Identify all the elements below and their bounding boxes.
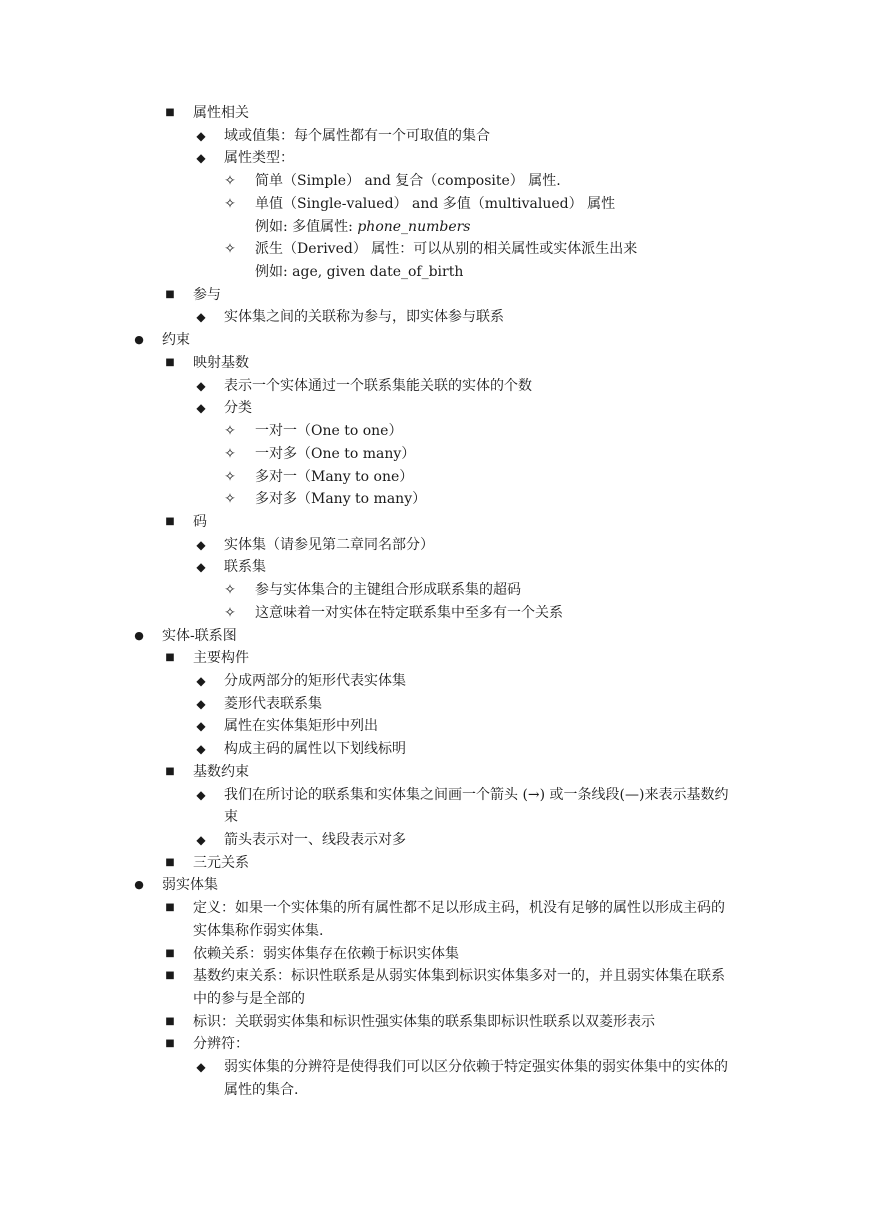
outline-item-text: 标识：关联弱实体集和标识性强实体集的联系集即标识性联系以双菱形表示 [193, 1013, 655, 1030]
square-bullet-icon: ■ [165, 288, 175, 300]
outline-item-level-3 [0, 829, 869, 852]
outline-item-text: 参与实体集合的主键组合形成联系集的超码 [255, 582, 521, 599]
outline-item-text: 属性类型： [224, 150, 294, 167]
outline-item-text: 一对多（One to many） [255, 445, 416, 462]
outline-item-level-4 [0, 488, 869, 511]
outline-item-text: 主要构件 [193, 650, 249, 667]
outline-item-text: 基数约束 [193, 763, 249, 780]
diamond-bullet-icon: ◆ [196, 128, 206, 143]
outline-item-level-2 [0, 1033, 869, 1056]
outline-item-level-4 [0, 216, 869, 239]
star-bullet-icon: ✧ [224, 195, 236, 212]
outline-item-text: 实体集之间的关联称为参与，即实体参与联系 [224, 309, 504, 326]
diamond-bullet-icon: ◆ [196, 1060, 206, 1075]
outline-item-level-4 [0, 170, 869, 193]
outline-item-text: 多对多（Many to many） [255, 491, 427, 508]
outline-item-level-3 [0, 147, 869, 170]
disc-bullet-icon: ● [134, 628, 144, 642]
diamond-bullet-icon: ◆ [196, 719, 206, 734]
outline-item-text: 定义：如果一个实体集的所有属性都不足以形成主码，机没有足够的属性以形成主码的实体集称作弱实体集. [193, 900, 725, 939]
outline-item-level-1 [0, 874, 869, 897]
outline-item-text: 三元关系 [193, 854, 249, 871]
example-prefix: 例如: 多值属性: [255, 218, 358, 235]
outline-item-text: 实体集（请参见第二章同名部分） [224, 536, 434, 553]
diamond-bullet-icon: ◆ [196, 378, 206, 393]
outline-item-text: 分类 [224, 400, 252, 417]
outline-item-text: 属性在实体集矩形中列出 [224, 718, 378, 735]
outline-item-text: 例如: age, given date_of_birth [255, 264, 464, 281]
outline-item-level-4 [0, 261, 869, 284]
outline-item-text: 基数约束关系：标识性联系是从弱实体集到标识实体集多对一的，并且弱实体集在联系中的参与是全部的 [193, 968, 725, 1008]
outline-item-level-4 [0, 193, 869, 216]
square-bullet-icon: ■ [165, 107, 175, 118]
outline-item-level-2 [0, 511, 869, 534]
outline-item-level-3 [0, 670, 869, 693]
outline-item-text: 这意味着一对实体在特定联系集中至多有一个关系 [255, 604, 563, 621]
star-bullet-icon: ✧ [224, 173, 236, 190]
outline-item-text: 联系集 [224, 559, 266, 576]
outline-item-text: 参与 [193, 286, 221, 303]
outline-item-level-3 [0, 534, 869, 557]
diamond-bullet-icon: ◆ [196, 310, 206, 325]
outline-item-level-2 [0, 943, 869, 966]
outline-item-level-4 [0, 238, 869, 261]
outline-item-text: 域或值集：每个属性都有一个可取值的集合 [224, 127, 490, 144]
square-bullet-icon: ■ [165, 970, 175, 982]
outline-item-level-2 [0, 897, 869, 942]
outline-item-level-3 [0, 556, 869, 579]
outline-item-level-4 [0, 443, 869, 466]
outline-item-level-3 [0, 125, 869, 148]
diamond-bullet-icon: ◆ [196, 787, 206, 802]
outline-item-level-1 [0, 329, 869, 352]
outline-item-text: 我们在所讨论的联系集和实体集之间画一个箭头 (→) 或一条线段(—)来表示基数约束 [224, 786, 729, 826]
diamond-bullet-icon: ◆ [196, 560, 206, 575]
outline-item-level-2 [0, 1011, 869, 1034]
diamond-bullet-icon: ◆ [196, 151, 206, 166]
outline-item-level-3 [0, 693, 869, 716]
star-bullet-icon: ✧ [224, 582, 236, 599]
outline-item-level-3 [0, 306, 869, 329]
outline-item-text: 弱实体集 [162, 877, 218, 894]
outline-item-level-4 [0, 466, 869, 489]
square-bullet-icon: ■ [165, 1015, 175, 1027]
outline-item-level-4 [0, 579, 869, 602]
star-bullet-icon: ✧ [224, 241, 236, 258]
outline-item-text: 简单（Simple） and 复合（composite） 属性. [255, 173, 561, 190]
outline-item-level-2 [0, 352, 869, 375]
outline-item-text: 分成两部分的矩形代表实体集 [224, 672, 406, 689]
outline-item-text: 派生（Derived） 属性：可以从别的相关属性或实体派生出来 [255, 241, 638, 258]
outline-item-level-3 [0, 375, 869, 398]
outline-item-text: 弱实体集的分辨符是使得我们可以区分依赖于特定强实体集的弱实体集中的实体的属性的集合. [224, 1059, 728, 1098]
disc-bullet-icon: ● [134, 333, 144, 347]
star-bullet-icon: ✧ [224, 468, 236, 485]
star-bullet-icon: ✧ [224, 491, 236, 508]
outline-item-text: 一对一（One to one） [255, 423, 403, 440]
outline-item-text: 构成主码的属性以下划线标明 [224, 741, 406, 758]
outline-item-text: 单值（Single-valued） and 多值（multivalued） 属性 [255, 195, 616, 212]
outline-item-level-4 [0, 602, 869, 625]
star-bullet-icon: ✧ [224, 423, 236, 440]
outline-item-level-4 [0, 420, 869, 443]
star-bullet-icon: ✧ [224, 604, 236, 621]
square-bullet-icon: ■ [165, 515, 175, 527]
square-bullet-icon: ■ [165, 356, 175, 368]
diamond-bullet-icon: ◆ [196, 696, 206, 711]
outline-item-level-3 [0, 715, 869, 738]
outline-item-text: 菱形代表联系集 [224, 695, 322, 712]
outline-item-level-2 [0, 852, 869, 875]
outline-item-level-3 [0, 738, 869, 761]
outline-item-level-2 [0, 761, 869, 784]
square-bullet-icon: ■ [165, 902, 175, 914]
square-bullet-icon: ■ [165, 856, 175, 868]
diamond-bullet-icon: ◆ [196, 401, 206, 416]
outline-item-text: 箭头表示对一、线段表示对多 [224, 832, 406, 848]
outline-item-text: 依赖关系：弱实体集存在依赖于标识实体集 [193, 945, 459, 962]
outline-item-text: 映射基数 [193, 354, 249, 371]
outline-item-text [255, 216, 471, 239]
example-attribute-name: phone_numbers [357, 218, 471, 235]
diamond-bullet-icon: ◆ [196, 742, 206, 757]
diamond-bullet-icon: ◆ [196, 537, 206, 552]
outline-item-text: 分辨符： [193, 1036, 249, 1053]
outline-item-level-2 [0, 647, 869, 670]
disc-bullet-icon: ● [134, 878, 144, 892]
outline-item-level-2 [0, 102, 869, 125]
outline-item-level-1 [0, 625, 869, 648]
square-bullet-icon: ■ [165, 947, 175, 959]
square-bullet-icon: ■ [165, 1038, 175, 1050]
square-bullet-icon: ■ [165, 765, 175, 777]
outline-item-text: 约束 [162, 332, 190, 349]
outline-item-text: 表示一个实体通过一个联系集能关联的实体的个数 [224, 377, 532, 394]
outline-item-level-2 [0, 284, 869, 307]
diamond-bullet-icon: ◆ [196, 833, 206, 847]
outline-item-level-3 [0, 1056, 869, 1101]
outline-item-level-3 [0, 397, 869, 420]
outline-item-level-2 [0, 965, 869, 1010]
outline-item-level-3 [0, 784, 869, 829]
outline-item-text: 码 [193, 513, 207, 530]
outline-item-text: 多对一（Many to one） [255, 468, 414, 485]
outline-item-text: 实体-联系图 [162, 627, 237, 644]
square-bullet-icon: ■ [165, 652, 175, 664]
diamond-bullet-icon: ◆ [196, 673, 206, 688]
star-bullet-icon: ✧ [224, 445, 236, 462]
outline-document [0, 102, 869, 1102]
outline-item-text: 属性相关 [193, 105, 249, 121]
